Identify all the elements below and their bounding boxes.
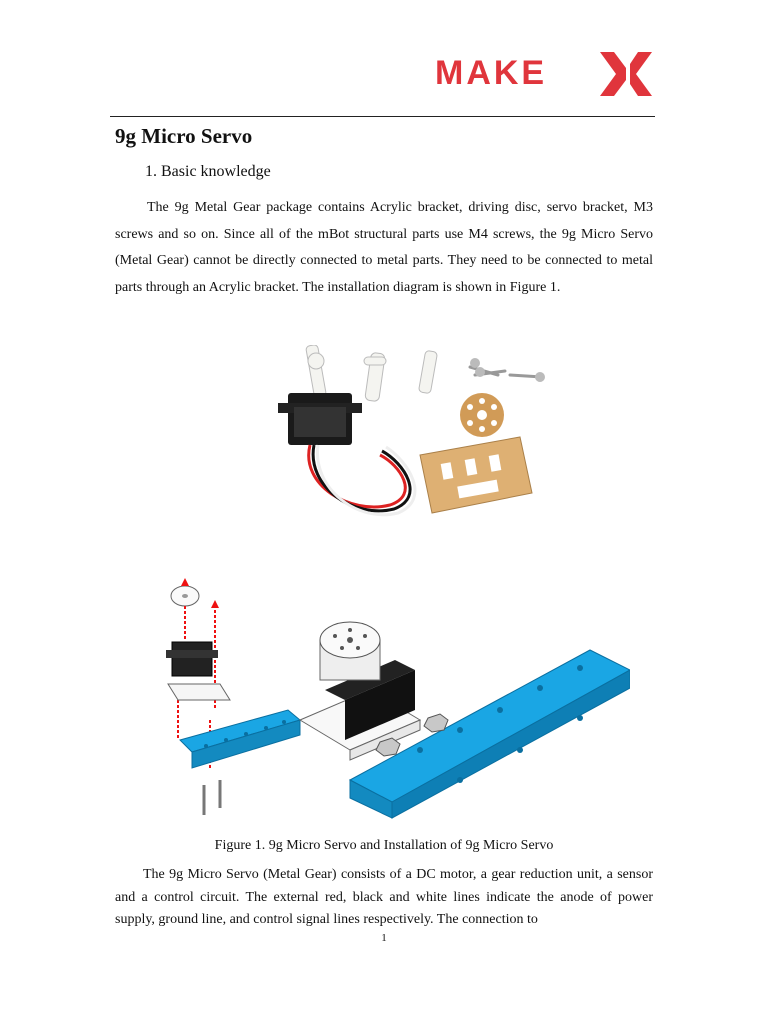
page-title: 9g Micro Servo: [115, 124, 253, 148]
make-logo: [435, 50, 655, 96]
logo-x-mark-icon: [600, 52, 652, 96]
installation-diagram: [160, 570, 630, 830]
header-rule: [110, 116, 655, 117]
section-heading: 1. Basic knowledge: [145, 163, 271, 180]
servo-kit-photo: [270, 345, 570, 535]
figure-caption: Figure 1. 9g Micro Servo and Installation of 9g Micro Servo: [214, 838, 554, 853]
logo-text: MAKE: [435, 54, 548, 92]
page-number: 1: [381, 932, 387, 944]
intro-paragraph: The 9g Metal Gear package contains Acrylic bracket, driving disc, servo bracket, M3 screws and so on. Since all of the mBot structural parts use M4 screws, the 9g Micro Servo (Metal Gear) cannot be directly connected to metal parts. They need to be connected to metal parts through an Acrylic bracket. The installation diagram is shown in Figure 1.: [115, 200, 653, 295]
body-paragraph: The 9g Micro Servo (Metal Gear) consists of a DC motor, a gear reduction unit, a sensor and a control circuit. The external red, black and white lines indicate the anode of power supply, ground line, and control signal lines respectively. The connection to: [115, 867, 653, 927]
